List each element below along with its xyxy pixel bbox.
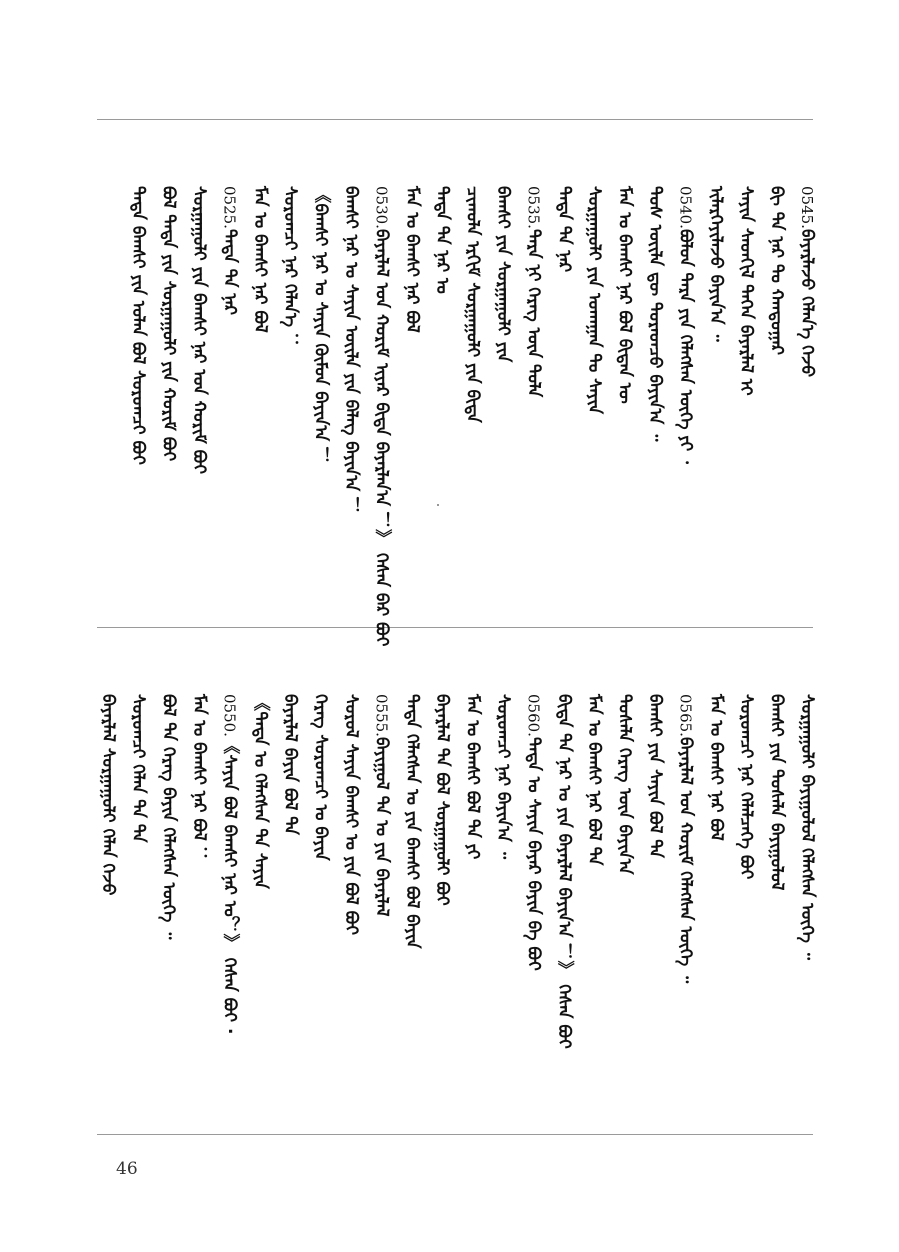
text-column <box>432 694 452 906</box>
column-text: ᠪᠤᠯ ᠲᠠ ᠬᠡᠷᠡᠭ ᠪᠠᠶᠢᠨ ᠬᠡᠯᠡᠭᠰᠡᠨ ᠦᠭᠡ ᠃ <box>158 694 179 940</box>
text-column <box>736 186 756 396</box>
column-text: ᠮᠠᠨ ᠤ ᠪᠠᠭᠰᠢ ᠨᠠᠷ ᠪᠤᠯ <box>401 186 422 333</box>
column-text: ᠰᠤᠷᠤᠭᠴᠢ ᠨᠠᠷ ᠬᠡᠯᠡᠯᠴᠡᠭᠡ ᠪᠤᠢ <box>736 694 757 880</box>
top-rule <box>97 119 813 120</box>
text-column <box>615 186 635 404</box>
text-column <box>554 186 574 272</box>
text-column <box>706 186 726 342</box>
text-column <box>554 694 574 1049</box>
text-column <box>645 694 665 858</box>
lower-text-block <box>97 694 817 1124</box>
column-text: ᠲᠡᠷᠡ ᠨᠢ ᠬᠡᠷᠡᠭ ᠦᠨ ᠲᠤᠯᠠ <box>523 228 544 398</box>
middle-rule <box>97 627 813 628</box>
text-column <box>159 694 179 939</box>
column-text: ᠪᠤᠯᠤᠨ ᠲᠡᠷᠡ ᠶᠢᠨ ᠬᠡᠯᠡᠭᠰᠡᠨ ᠦᠭᠡ ᠶᠢ ᠂ <box>675 228 696 464</box>
column-text: ᠰᠤᠷᠭᠠᠭᠤᠯᠢ ᠪᠠᠶᠢᠭᠤᠯᠤᠯ ᠬᠡᠯᠡᠭᠰᠡᠨ ᠦᠭᠡ ᠃ <box>797 694 817 960</box>
column-text: ᠲᠡᠳᠡ ᠲᠠ ᠨᠠᠷ <box>219 228 240 316</box>
text-column <box>189 186 209 474</box>
column-text: ᠮᠠᠨ ᠤ ᠪᠠᠭᠰᠢ ᠨᠠᠷ ᠪᠤᠯ ᠪᠢᠳᠡᠨ ᠦ <box>614 186 635 404</box>
column-text: ᠪᠠᠶᠢᠭᠤᠯ ᠲᠠ ᠤ ᠶᠢᠨ ᠪᠠᠶᠠᠷᠯᠠᠯ <box>371 736 392 917</box>
line-number: 0550. <box>220 694 239 737</box>
column-text: ᠬᠡᠷᠡᠭ ᠰᠤᠷᠤᠭᠴᠢ ᠤ ᠪᠠᠶᠢᠨ <box>310 694 331 861</box>
text-column <box>402 186 422 333</box>
column-text: ᠪᠢ ᠲᠠ ᠨᠠᠷ ᠲᠤ ᠬᠠᠨᠳᠤᠭᠠᠷ <box>766 186 787 355</box>
line-number: 0540. <box>676 186 695 229</box>
text-column <box>341 186 361 514</box>
text-column <box>645 186 665 441</box>
text-column <box>341 694 361 935</box>
line-number: 0560. <box>524 694 543 737</box>
text-column <box>767 186 787 355</box>
text-column <box>675 694 695 983</box>
column-text: ᠮᠠᠨ ᠤ ᠪᠠᠭᠰᠢ ᠪᠤᠯ ᠲᠡ ᠶᠢ <box>462 694 483 860</box>
column-text: ᠪᠠᠭᠰᠢ ᠶᠢᠨ ᠰᠠᠶᠢᠨ ᠪᠤᠯ ᠲᠠ <box>645 694 665 858</box>
text-column <box>493 694 513 859</box>
column-text: ᠪᠠᠶᠠᠷᠯᠠᠵᠤ ᠬᠡᠯᠡᠨ᠎ᠡ ᠭᠡᠵᠦ <box>797 228 817 377</box>
column-text: ᠪᠠᠭᠰᠢ ᠶᠢᠨ ᠰᠤᠷᠭᠠᠭᠤᠯᠢ ᠶᠢᠨ <box>493 186 513 363</box>
column-text: ᠪᠤᠯ ᠲᠡᠳᠡ ᠶᠢᠨ ᠰᠤᠷᠭᠠᠭᠤᠯᠢ ᠶᠢᠨ ᠬᠤᠷᠢᠮ ᠪᠤᠢ <box>158 186 179 462</box>
text-column <box>523 186 543 397</box>
text-column <box>584 186 604 414</box>
text-column <box>311 186 331 464</box>
column-text: ᠪᠠᠶᠠᠷᠯᠠᠯ ᠤᠨ ᠬᠤᠷᠢᠮ ᠢᠶᠠᠷ ᠪᠢᠳᠡ ᠪᠠᠶᠠᠷᠯᠠᠨ᠎ᠠ ！》 ᠭᠡᠰᠡᠨ ᠪᠡᠷ ᠪᠤᠢ <box>371 228 392 647</box>
column-text: ᠰᠤᠷᠭᠠᠭᠤᠯᠢ ᠶᠢᠨ ᠪᠠᠭᠰᠢ ᠨᠠᠷ ᠤᠨ ᠬᠤᠷᠢᠮ ᠪᠤᠢ <box>189 186 209 475</box>
text-column <box>159 186 179 461</box>
text-column <box>250 186 270 333</box>
column-text: ᠮᠠᠨ ᠤ ᠪᠠᠭᠰᠢ ᠨᠠᠷ ᠪᠤᠯ ： <box>189 694 209 864</box>
column-text: ᠲᠤᠰᠠᠯᠠ ᠬᠡᠷᠡᠭ ᠦᠨ ᠪᠠᠶᠢᠨ᠎ᠠ <box>614 694 635 875</box>
column-text: ᠰᠤᠷᠭᠠᠭᠤᠯᠢ ᠶᠢᠨ ᠤᠬᠠᠭᠠᠨ ᠲᠤ ᠰᠠᠶᠢᠨ <box>584 186 605 415</box>
upper-text-block <box>97 186 817 647</box>
column-text: ᠴᠢᠬᠤᠯᠠ ᠡᠷᠬᠢᠮ ᠰᠤᠷᠭᠠᠭᠤᠯᠢ ᠶᠢᠨ ᠪᠢᠳᠡ <box>462 186 483 423</box>
column-text: ᠪᠠᠶᠠᠷᠯᠠᠯ ᠲᠠ ᠪᠤᠯ ᠰᠤᠷᠭᠠᠭᠤᠯᠢ ᠪᠤᠢ <box>432 694 453 906</box>
column-text: 《ᠪᠠᠭᠰᠢ ᠨᠠᠷ ᠤ ᠰᠠᠶᠢᠨ ᠬᠦᠮᠦᠨ ᠪᠠᠶᠢᠨ᠎ᠠ ！ <box>310 186 331 465</box>
text-column <box>402 694 422 948</box>
text-column <box>675 186 695 464</box>
line-number: 0525. <box>220 186 239 229</box>
line-number: 0535. <box>524 186 543 229</box>
text-column <box>463 694 483 859</box>
column-text: ᠲᠡᠳᠡ ᠤ ᠰᠠᠶᠢᠨ ᠪᠠᠶᠠᠷ ᠪᠠᠶᠢᠨ ᠪᠠ ᠪᠤᠢ <box>523 736 544 971</box>
column-text: ᠢᠯᠡᠷᠬᠡᠶᠢᠯᠡᠵᠦ ᠪᠠᠶᠢᠨ᠎ᠠ ᠃ <box>705 186 726 342</box>
column-text: ᠪᠠᠶᠠᠷᠯᠠᠯ ᠤᠨ ᠬᠤᠷᠢᠮ ᠬᠡᠯᠡᠭᠰᠡᠨ ᠦᠭᠡ ᠃ <box>675 736 696 984</box>
column-text: ᠰᠤᠷᠤᠯ ᠰᠠᠶᠢᠨ ᠪᠠᠭᠰᠢ ᠤ ᠶᠢᠨ ᠪᠤᠯ ᠪᠤᠢ <box>341 694 361 936</box>
text-column <box>432 186 452 294</box>
column-text: ᠮᠠᠨ ᠤ ᠪᠠᠭᠰᠢ ᠨᠠᠷ ᠪᠤᠯ ᠲᠠ <box>584 694 605 866</box>
column-text: 《ᠰᠠᠶᠢᠨ ᠪᠤᠯ ᠪᠠᠭᠰᠢ ᠨᠠᠷ ᠤ？》 ᠭᠡᠰᠡᠨ ᠪᠤᠢ · <box>219 736 240 1035</box>
column-text: ᠰᠤᠷᠤᠭᠴᠢ ᠨᠠᠷ ᠪᠠᠶᠢᠨ᠎ᠠ ᠃ <box>493 694 513 860</box>
column-text: ᠰᠠᠶᠢᠨ ᠰᠡᠳᠬᠢᠯ ᠳᠡᠭᠡᠨ ᠪᠠᠶᠠᠷᠯᠠᠯ ᠢ <box>736 186 757 396</box>
line-number: 0555. <box>372 694 391 737</box>
text-column <box>706 694 726 841</box>
column-text: ᠪᠠᠭᠰᠢ ᠶᠢᠨ ᠲᠤᠰᠠᠯᠠ ᠪᠠᠶᠢᠭᠤᠯᠤᠯ <box>766 694 787 891</box>
text-column <box>736 694 756 879</box>
column-text: ᠪᠢᠳᠡ ᠲᠠ ᠨᠠᠷ ᠤ ᠶᠢᠨ ᠪᠠᠶᠠᠷᠯᠠᠯ ᠪᠠᠶᠢᠨ᠎ᠠ ！》 ᠭᠡᠰᠡᠨ ᠪᠤᠢ <box>553 694 574 1049</box>
column-text: ᠮᠠᠨ ᠤ ᠪᠠᠭᠰᠢ ᠨᠠᠷ ᠪᠤᠯ <box>249 186 270 333</box>
text-column <box>128 186 148 465</box>
text-column <box>280 186 300 350</box>
text-column <box>767 694 787 890</box>
text-column <box>189 694 209 864</box>
column-text: ᠪᠠᠶᠠᠷᠯᠠᠯ ᠪᠠᠶᠢᠨ ᠪᠤᠯ ᠲᠠ <box>280 694 301 835</box>
line-number: 0565. <box>676 694 695 737</box>
page-number: 46 <box>116 1159 138 1179</box>
text-column <box>311 694 331 861</box>
column-text: ᠲᠡᠳᠡ ᠲᠠ ᠨᠠᠷ ᠤ <box>432 186 453 294</box>
print-speck <box>437 504 439 506</box>
column-text: ᠲᠡᠳᠡ ᠪᠠᠭᠰᠢ ᠶᠢᠨ ᠤᠯᠠᠨ ᠪᠤᠯ ᠰᠤᠷᠤᠭᠴᠢ ᠪᠤᠢ <box>128 186 149 465</box>
text-column <box>493 186 513 362</box>
text-column <box>280 694 300 835</box>
line-number: 0545. <box>798 186 816 229</box>
text-column <box>371 694 391 916</box>
text-column <box>128 694 148 843</box>
column-text: ᠲᠡᠳᠡ ᠬᠡᠯᠡᠭᠰᠡᠨ ᠤ ᠶᠢᠨ ᠪᠠᠭᠰᠢ ᠪᠤᠯ ᠪᠠᠶᠢᠨ <box>401 694 422 949</box>
bottom-rule <box>97 1134 813 1135</box>
column-text: ᠪᠠᠶᠠᠷᠯᠠᠯ ᠰᠤᠷᠭᠠᠭᠤᠯᠢ ᠬᠡᠯᠡᠨ ᠭᠡᠵᠦ <box>97 694 118 896</box>
text-column <box>219 186 239 315</box>
text-column <box>523 694 543 971</box>
column-text: ᠰᠤᠷᠤᠭᠴᠢ ᠨᠠᠷ ᠬᠡᠯᠡᠨ᠎ᠡ ： <box>280 186 301 350</box>
text-column <box>98 694 118 895</box>
text-column <box>250 694 270 889</box>
column-text: ᠰᠤᠷᠤᠭᠴᠢ ᠬᠡᠯᠡᠨ ᠲᠠ ᠲᠡ <box>128 694 149 843</box>
column-text: ᠲᠡᠳᠡ ᠲᠠ ᠨᠠᠷ <box>553 186 574 273</box>
text-column <box>463 186 483 423</box>
text-column <box>797 694 817 960</box>
text-column <box>615 694 635 875</box>
line-number: 0530. <box>372 186 391 229</box>
column-text: ᠮᠠᠨ ᠤ ᠪᠠᠭᠰᠢ ᠨᠠᠷ ᠪᠤᠯ <box>705 694 726 841</box>
text-column <box>219 694 239 1034</box>
column-text: ᠲᠤᠰ ᠦᠢᠯᠡ ᠳᠦ ᠳᠤᠷᠠᠳᠴᠤ ᠪᠠᠶᠢᠨ᠎ᠠ ᠃ <box>645 186 665 442</box>
column-text: ᠪᠠᠭᠰᠢ ᠨᠠᠷ ᠤ ᠰᠠᠶᠢᠨ ᠦᠢᠯᠡ ᠶᠢᠨ ᠪᠡᠯᠡᠭ ᠪᠠᠶᠢᠨ᠎ᠠ ！ <box>341 186 361 515</box>
column-text: 《ᠲᠡᠳᠡ ᠤ ᠬᠡᠯᠡᠭᠰᠡᠨ ᠲᠠ ᠰᠠᠶᠢᠨ <box>249 694 270 889</box>
text-column <box>371 186 391 646</box>
text-column <box>584 694 604 865</box>
text-column <box>797 186 817 377</box>
